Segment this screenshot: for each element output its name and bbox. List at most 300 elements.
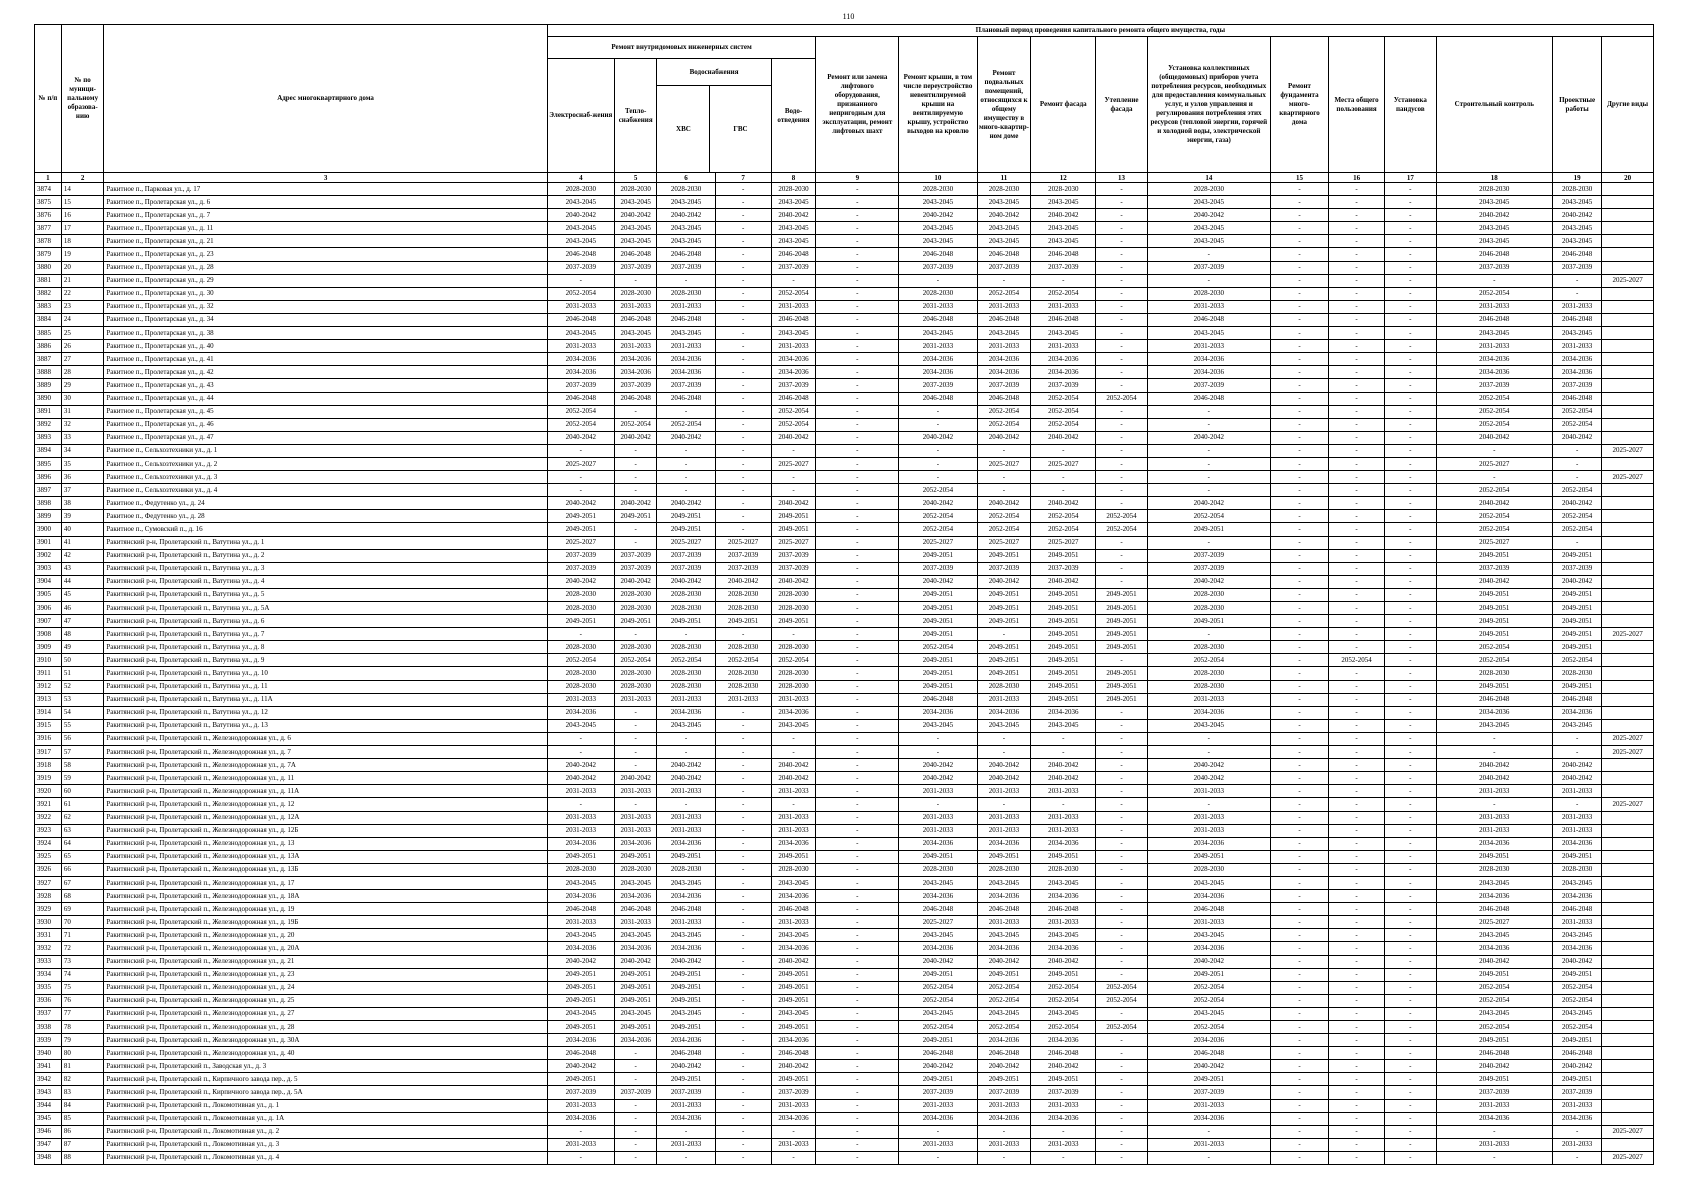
table-cell: 2043-2045 xyxy=(614,235,657,248)
table-cell: 2052-2054 xyxy=(547,654,614,667)
table-cell: - xyxy=(1270,994,1328,1007)
table-cell: 2052-2054 xyxy=(1436,392,1552,405)
table-cell: - xyxy=(657,457,715,470)
table-cell: 2046-2048 xyxy=(614,903,657,916)
table-cell: 2034-2036 xyxy=(657,890,715,903)
table-cell: 2028-2030 xyxy=(614,863,657,876)
table-cell: - xyxy=(1270,510,1328,523)
table-cell: 2028-2030 xyxy=(1147,602,1270,615)
table-cell xyxy=(1602,929,1654,942)
table-cell: - xyxy=(816,1099,899,1112)
table-cell: 2040-2042 xyxy=(899,772,977,785)
table-cell: - xyxy=(1385,549,1437,562)
table-cell: - xyxy=(1329,196,1385,209)
table-cell: 2040-2042 xyxy=(1147,759,1270,772)
table-cell xyxy=(1602,497,1654,510)
table-cell: - xyxy=(1385,1112,1437,1125)
table-cell: 2037-2039 xyxy=(657,379,715,392)
table-cell: - xyxy=(1270,222,1328,235)
table-cell: 45 xyxy=(61,588,104,601)
table-cell: - xyxy=(816,1060,899,1073)
table-cell: - xyxy=(1096,484,1148,497)
table-cell: 2049-2051 xyxy=(1552,549,1601,562)
table-cell: - xyxy=(1270,549,1328,562)
table-cell: 2028-2030 xyxy=(715,641,771,654)
table-cell: - xyxy=(1270,196,1328,209)
table-row xyxy=(35,837,1654,850)
table-cell: - xyxy=(816,497,899,510)
table-cell: - xyxy=(1552,536,1601,549)
table-cell: 2046-2048 xyxy=(771,313,816,326)
table-cell: - xyxy=(614,444,657,457)
table-cell: - xyxy=(899,457,977,470)
table-cell: 2040-2042 xyxy=(1436,955,1552,968)
table-cell: 2049-2051 xyxy=(977,588,1031,601)
table-cell: 2028-2030 xyxy=(1552,667,1601,680)
table-cell: 82 xyxy=(61,1073,104,1086)
table-cell: 73 xyxy=(61,955,104,968)
table-cell: 2031-2033 xyxy=(1436,1099,1552,1112)
table-cell: - xyxy=(1385,1151,1437,1164)
table-cell: 2037-2039 xyxy=(715,562,771,575)
table-cell: - xyxy=(547,1151,614,1164)
table-cell: 2034-2036 xyxy=(1436,366,1552,379)
table-cell: 2049-2051 xyxy=(614,615,657,628)
table-cell: 2031-2033 xyxy=(657,824,715,837)
table-cell: 2031-2033 xyxy=(614,811,657,824)
table-cell: - xyxy=(1329,641,1385,654)
table-cell: - xyxy=(1031,444,1096,457)
address-cell: Ракитное п., Пролетарская ул., д. 11 xyxy=(104,222,547,235)
table-cell: - xyxy=(816,732,899,745)
table-cell: - xyxy=(1096,366,1148,379)
table-cell: 3932 xyxy=(35,942,62,955)
table-cell xyxy=(1602,942,1654,955)
table-cell: 2034-2036 xyxy=(1552,942,1601,955)
table-cell: 2031-2033 xyxy=(1436,300,1552,313)
table-cell: 2043-2045 xyxy=(547,719,614,732)
table-cell: 2043-2045 xyxy=(1552,327,1601,340)
table-cell: - xyxy=(1096,235,1148,248)
table-cell: - xyxy=(1270,785,1328,798)
table-row xyxy=(35,248,1654,261)
table-cell: 2040-2042 xyxy=(771,759,816,772)
table-cell: 2031-2033 xyxy=(1436,1138,1552,1151)
table-cell: - xyxy=(657,405,715,418)
table-cell: - xyxy=(1270,1034,1328,1047)
table-row xyxy=(35,1060,1654,1073)
table-cell: 2049-2051 xyxy=(547,994,614,1007)
table-cell: 2052-2054 xyxy=(657,418,715,431)
table-cell: 29 xyxy=(61,379,104,392)
table-cell: 2040-2042 xyxy=(614,497,657,510)
table-cell: 3906 xyxy=(35,602,62,615)
table-row xyxy=(35,863,1654,876)
address-cell: Ракитное п., Пролетарская ул., д. 47 xyxy=(104,431,547,444)
table-cell: - xyxy=(1329,1007,1385,1020)
table-cell: 2025-2027 xyxy=(899,916,977,929)
table-cell: 2040-2042 xyxy=(1031,772,1096,785)
table-cell: - xyxy=(1096,327,1148,340)
table-cell: - xyxy=(715,444,771,457)
table-cell: 2049-2051 xyxy=(899,615,977,628)
address-cell: Ракитянский р-н, Пролетарский п., Ватутина ул., д. 3 xyxy=(104,562,547,575)
table-cell: 2037-2039 xyxy=(1552,261,1601,274)
table-cell: 14 xyxy=(61,183,104,196)
table-cell: 2040-2042 xyxy=(899,209,977,222)
table-cell: - xyxy=(816,1021,899,1034)
table-cell: - xyxy=(1385,876,1437,889)
table-cell: 3930 xyxy=(35,916,62,929)
table-cell: 2031-2033 xyxy=(1436,811,1552,824)
table-cell: 75 xyxy=(61,981,104,994)
table-cell: 2040-2042 xyxy=(657,955,715,968)
table-cell: 2052-2054 xyxy=(1552,523,1601,536)
table-cell: - xyxy=(816,248,899,261)
table-cell: 2031-2033 xyxy=(977,1099,1031,1112)
table-cell: 2025-2027 xyxy=(1602,746,1654,759)
table-cell: 2031-2033 xyxy=(1552,340,1601,353)
table-cell: 2049-2051 xyxy=(1096,693,1148,706)
table-cell: 2049-2051 xyxy=(1436,588,1552,601)
table-cell: 2031-2033 xyxy=(1147,785,1270,798)
table-cell: - xyxy=(1385,811,1437,824)
address-cell: Ракитянский р-н, Пролетарский п., Железнодорожная ул., д. 11 xyxy=(104,772,547,785)
table-cell: 2040-2042 xyxy=(547,759,614,772)
table-cell: 20 xyxy=(61,261,104,274)
table-cell: 2034-2036 xyxy=(614,353,657,366)
table-cell: - xyxy=(1385,457,1437,470)
table-cell: - xyxy=(1270,300,1328,313)
table-cell xyxy=(1602,785,1654,798)
table-cell: - xyxy=(816,706,899,719)
table-cell: - xyxy=(816,667,899,680)
column-number: 8 xyxy=(771,173,816,183)
table-cell: 2046-2048 xyxy=(977,1047,1031,1060)
table-cell: 2037-2039 xyxy=(657,261,715,274)
table-cell: 2052-2054 xyxy=(1031,523,1096,536)
table-row xyxy=(35,1021,1654,1034)
table-cell: 3896 xyxy=(35,471,62,484)
table-cell: 2034-2036 xyxy=(1552,706,1601,719)
table-cell: 2028-2030 xyxy=(657,183,715,196)
table-cell: - xyxy=(816,549,899,562)
table-cell: 2031-2033 xyxy=(977,693,1031,706)
address-cell: Ракитянский р-н, Пролетарский п., Железнодорожная ул., д. 21 xyxy=(104,955,547,968)
table-cell: - xyxy=(771,628,816,641)
table-cell: 2037-2039 xyxy=(1436,379,1552,392)
table-row xyxy=(35,183,1654,196)
table-cell: 3916 xyxy=(35,732,62,745)
table-cell: - xyxy=(715,392,771,405)
table-cell: 2052-2054 xyxy=(1147,510,1270,523)
table-cell: 2052-2054 xyxy=(1436,287,1552,300)
table-cell: - xyxy=(816,1086,899,1099)
table-cell: 2052-2054 xyxy=(899,641,977,654)
table-row xyxy=(35,1007,1654,1020)
column-number: 3 xyxy=(104,173,547,183)
table-cell: 2034-2036 xyxy=(1436,942,1552,955)
table-cell: - xyxy=(715,1138,771,1151)
table-cell: - xyxy=(1329,680,1385,693)
table-cell: - xyxy=(1031,1125,1096,1138)
address-cell: Ракитное п., Пролетарская ул., д. 42 xyxy=(104,366,547,379)
table-cell: - xyxy=(1270,903,1328,916)
table-cell: 2025-2027 xyxy=(1602,1151,1654,1164)
table-cell: 2043-2045 xyxy=(1031,876,1096,889)
table-cell: 2028-2030 xyxy=(771,588,816,601)
table-cell: 3923 xyxy=(35,824,62,837)
address-cell: Ракитянский р-н, Пролетарский п., Ватутина ул., д. 7 xyxy=(104,628,547,641)
table-cell: 31 xyxy=(61,405,104,418)
table-cell: 2025-2027 xyxy=(771,536,816,549)
table-cell: 2043-2045 xyxy=(977,235,1031,248)
table-cell: 3947 xyxy=(35,1138,62,1151)
table-cell: - xyxy=(771,471,816,484)
table-cell: - xyxy=(614,523,657,536)
table-cell: 2043-2045 xyxy=(614,929,657,942)
table-cell: - xyxy=(816,274,899,287)
table-cell: 2043-2045 xyxy=(657,235,715,248)
table-row xyxy=(35,811,1654,824)
table-cell: 2040-2042 xyxy=(899,759,977,772)
table-cell xyxy=(1602,693,1654,706)
table-row xyxy=(35,693,1654,706)
table-cell: - xyxy=(1385,1073,1437,1086)
table-cell: - xyxy=(1436,1125,1552,1138)
table-row xyxy=(35,641,1654,654)
table-cell: 2028-2030 xyxy=(1147,641,1270,654)
table-cell: - xyxy=(1096,1112,1148,1125)
table-cell: 3902 xyxy=(35,549,62,562)
table-cell: 2031-2033 xyxy=(1552,1099,1601,1112)
table-cell: - xyxy=(771,1151,816,1164)
table-cell: 2031-2033 xyxy=(977,1138,1031,1151)
table-cell: - xyxy=(715,1047,771,1060)
table-cell xyxy=(1602,863,1654,876)
table-cell: 2052-2054 xyxy=(977,981,1031,994)
table-cell xyxy=(1602,1112,1654,1125)
table-cell: 72 xyxy=(61,942,104,955)
table-cell: - xyxy=(715,287,771,300)
table-cell: - xyxy=(1385,300,1437,313)
table-cell: 2040-2042 xyxy=(1147,497,1270,510)
table-cell: - xyxy=(1385,588,1437,601)
table-cell: 2040-2042 xyxy=(715,575,771,588)
table-cell: 2043-2045 xyxy=(657,222,715,235)
table-cell: - xyxy=(1552,1151,1601,1164)
table-cell: 2028-2030 xyxy=(657,667,715,680)
address-cell: Ракитянский р-н, Пролетарский п., Железнодорожная ул., д. 27 xyxy=(104,1007,547,1020)
table-cell: 2043-2045 xyxy=(1552,196,1601,209)
table-cell: - xyxy=(771,746,816,759)
table-row xyxy=(35,772,1654,785)
table-cell: - xyxy=(1096,1034,1148,1047)
table-cell: - xyxy=(816,850,899,863)
table-cell: 2049-2051 xyxy=(771,523,816,536)
table-cell: - xyxy=(1385,981,1437,994)
table-cell: 2034-2036 xyxy=(771,1034,816,1047)
table-cell: - xyxy=(1329,209,1385,222)
table-cell: 2034-2036 xyxy=(657,706,715,719)
column-number: 19 xyxy=(1552,173,1601,183)
table-cell: 2040-2042 xyxy=(977,431,1031,444)
table-cell: 47 xyxy=(61,615,104,628)
table-row xyxy=(35,327,1654,340)
address-cell: Ракитное п., Федутенко ул., д. 28 xyxy=(104,510,547,523)
table-row xyxy=(35,615,1654,628)
table-cell xyxy=(1602,602,1654,615)
table-row xyxy=(35,353,1654,366)
table-cell: 2025-2027 xyxy=(1436,457,1552,470)
table-cell: 2049-2051 xyxy=(771,968,816,981)
table-row xyxy=(35,405,1654,418)
table-cell: 2040-2042 xyxy=(547,209,614,222)
table-cell: - xyxy=(715,890,771,903)
table-cell: - xyxy=(1329,1060,1385,1073)
table-cell: - xyxy=(816,654,899,667)
table-cell: - xyxy=(1096,418,1148,431)
table-cell: - xyxy=(816,994,899,1007)
table-row xyxy=(35,706,1654,719)
col-common-header: Места общего пользования xyxy=(1329,37,1385,173)
table-cell: 2046-2048 xyxy=(1436,693,1552,706)
table-cell: 2052-2054 xyxy=(1031,392,1096,405)
table-cell: 64 xyxy=(61,837,104,850)
table-cell: 3944 xyxy=(35,1099,62,1112)
table-cell: - xyxy=(816,916,899,929)
table-cell: 2028-2030 xyxy=(1436,183,1552,196)
table-cell xyxy=(1602,706,1654,719)
table-cell: 2040-2042 xyxy=(1436,209,1552,222)
water-group-cell xyxy=(657,59,771,173)
table-cell: 2040-2042 xyxy=(899,1060,977,1073)
table-cell: - xyxy=(1270,732,1328,745)
table-cell: 2034-2036 xyxy=(1147,366,1270,379)
table-cell: - xyxy=(1270,523,1328,536)
table-cell: 22 xyxy=(61,287,104,300)
table-cell: 2040-2042 xyxy=(1031,1060,1096,1073)
table-cell: - xyxy=(1270,209,1328,222)
table-row xyxy=(35,497,1654,510)
table-cell: - xyxy=(1096,405,1148,418)
table-cell: 3915 xyxy=(35,719,62,732)
table-cell: - xyxy=(1385,785,1437,798)
table-cell: - xyxy=(816,1151,899,1164)
table-cell: 2031-2033 xyxy=(547,785,614,798)
table-row xyxy=(35,431,1654,444)
table-cell: - xyxy=(1385,798,1437,811)
table-cell: 39 xyxy=(61,510,104,523)
table-cell: - xyxy=(1096,968,1148,981)
table-row xyxy=(35,824,1654,837)
table-cell: - xyxy=(715,837,771,850)
table-cell: 2052-2054 xyxy=(899,523,977,536)
table-cell: 2037-2039 xyxy=(771,549,816,562)
table-cell: - xyxy=(771,1125,816,1138)
table-cell: 2031-2033 xyxy=(547,916,614,929)
table-row xyxy=(35,471,1654,484)
table-cell: - xyxy=(1436,444,1552,457)
table-cell: - xyxy=(1329,313,1385,326)
table-cell: 2031-2033 xyxy=(899,340,977,353)
table-cell: - xyxy=(1329,1112,1385,1125)
table-cell: - xyxy=(715,484,771,497)
table-cell xyxy=(1602,1073,1654,1086)
table-cell: - xyxy=(1096,431,1148,444)
table-cell: 2046-2048 xyxy=(977,392,1031,405)
table-cell: 2043-2045 xyxy=(771,235,816,248)
table-cell: 2034-2036 xyxy=(614,1034,657,1047)
table-cell: - xyxy=(816,1125,899,1138)
column-number: 2 xyxy=(61,173,104,183)
table-cell: 2028-2030 xyxy=(1147,863,1270,876)
table-cell: - xyxy=(899,732,977,745)
table-cell: 2031-2033 xyxy=(1436,340,1552,353)
table-cell: 2034-2036 xyxy=(1147,706,1270,719)
table-cell: 2040-2042 xyxy=(771,431,816,444)
table-cell: 56 xyxy=(61,732,104,745)
table-cell: 52 xyxy=(61,680,104,693)
table-cell: 2031-2033 xyxy=(1031,1099,1096,1112)
table-cell: 2052-2054 xyxy=(977,994,1031,1007)
table-cell: 2034-2036 xyxy=(771,353,816,366)
table-cell: - xyxy=(899,418,977,431)
table-cell: - xyxy=(1385,850,1437,863)
table-cell: 3895 xyxy=(35,457,62,470)
table-cell: 30 xyxy=(61,392,104,405)
table-cell: - xyxy=(1270,457,1328,470)
table-cell: 2052-2054 xyxy=(715,654,771,667)
table-cell: - xyxy=(715,340,771,353)
table-cell: 2046-2048 xyxy=(547,248,614,261)
table-cell: 2040-2042 xyxy=(547,575,614,588)
table-cell: 74 xyxy=(61,968,104,981)
table-cell: 2031-2033 xyxy=(1031,811,1096,824)
column-number: 12 xyxy=(1031,173,1096,183)
table-cell: 3940 xyxy=(35,1047,62,1060)
table-cell: 2046-2048 xyxy=(771,392,816,405)
table-cell: 2034-2036 xyxy=(899,353,977,366)
table-cell: 34 xyxy=(61,444,104,457)
table-cell: - xyxy=(614,628,657,641)
table-cell: 2040-2042 xyxy=(1147,575,1270,588)
table-cell xyxy=(1602,418,1654,431)
table-cell: - xyxy=(1385,379,1437,392)
table-cell: - xyxy=(1096,313,1148,326)
table-cell: 35 xyxy=(61,457,104,470)
table-cell: - xyxy=(1270,955,1328,968)
table-cell: 2028-2030 xyxy=(715,602,771,615)
address-cell: Ракитное п., Сельхозтехники ул., д. 1 xyxy=(104,444,547,457)
table-cell: - xyxy=(816,824,899,837)
table-cell: - xyxy=(1270,575,1328,588)
table-cell: - xyxy=(1385,405,1437,418)
table-cell: 2043-2045 xyxy=(977,929,1031,942)
table-cell: 2028-2030 xyxy=(657,680,715,693)
table-cell: 2031-2033 xyxy=(899,1138,977,1151)
table-cell: 63 xyxy=(61,824,104,837)
table-cell xyxy=(1602,968,1654,981)
table-cell: - xyxy=(715,785,771,798)
table-cell: - xyxy=(1385,562,1437,575)
col-no-header: № п/п xyxy=(35,25,62,173)
table-cell: - xyxy=(715,876,771,889)
table-cell: - xyxy=(1031,274,1096,287)
table-cell: 76 xyxy=(61,994,104,1007)
table-cell: 2049-2051 xyxy=(547,968,614,981)
table-cell: - xyxy=(1329,183,1385,196)
